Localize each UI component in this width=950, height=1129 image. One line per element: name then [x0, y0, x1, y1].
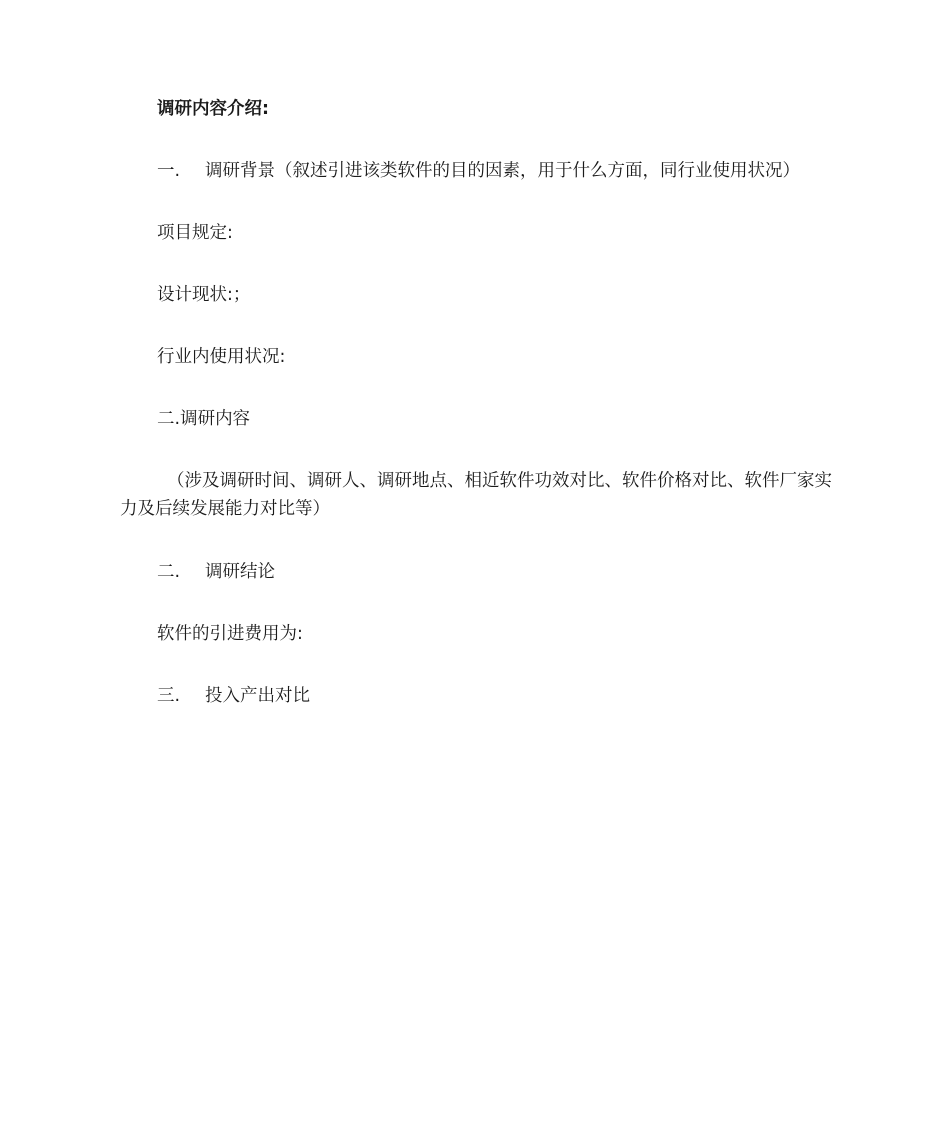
item-software-cost: 软件的引进费用为:	[157, 624, 303, 644]
section-input-output-comparison	[157, 682, 310, 710]
research-content-paragraph: （涉及调研时间、调研人、调研地点、相近软件功效对比、软件价格对比、软件厂家实力及后续发展能力对比等）	[120, 471, 832, 519]
section-text: 调研背景（叙述引进该类软件的目的因素，用于什么方面，同行业使用状况）	[205, 161, 800, 181]
item-design-status: 设计现状:；	[157, 285, 251, 305]
document-title: 调研内容介绍:	[157, 99, 269, 119]
section-text: 调研结论	[205, 562, 275, 582]
item-project-requirements: 项目规定:	[157, 223, 233, 243]
section-text: 投入产出对比	[205, 686, 310, 706]
section-research-background	[157, 157, 800, 185]
section-number: 三.	[157, 686, 181, 706]
section-research-conclusion	[157, 558, 275, 586]
section-number: 一.	[157, 161, 181, 181]
item-industry-usage: 行业内使用状况:	[157, 347, 286, 367]
section-number: 二.	[157, 562, 181, 582]
section-research-content-heading: 二.调研内容	[157, 409, 251, 429]
